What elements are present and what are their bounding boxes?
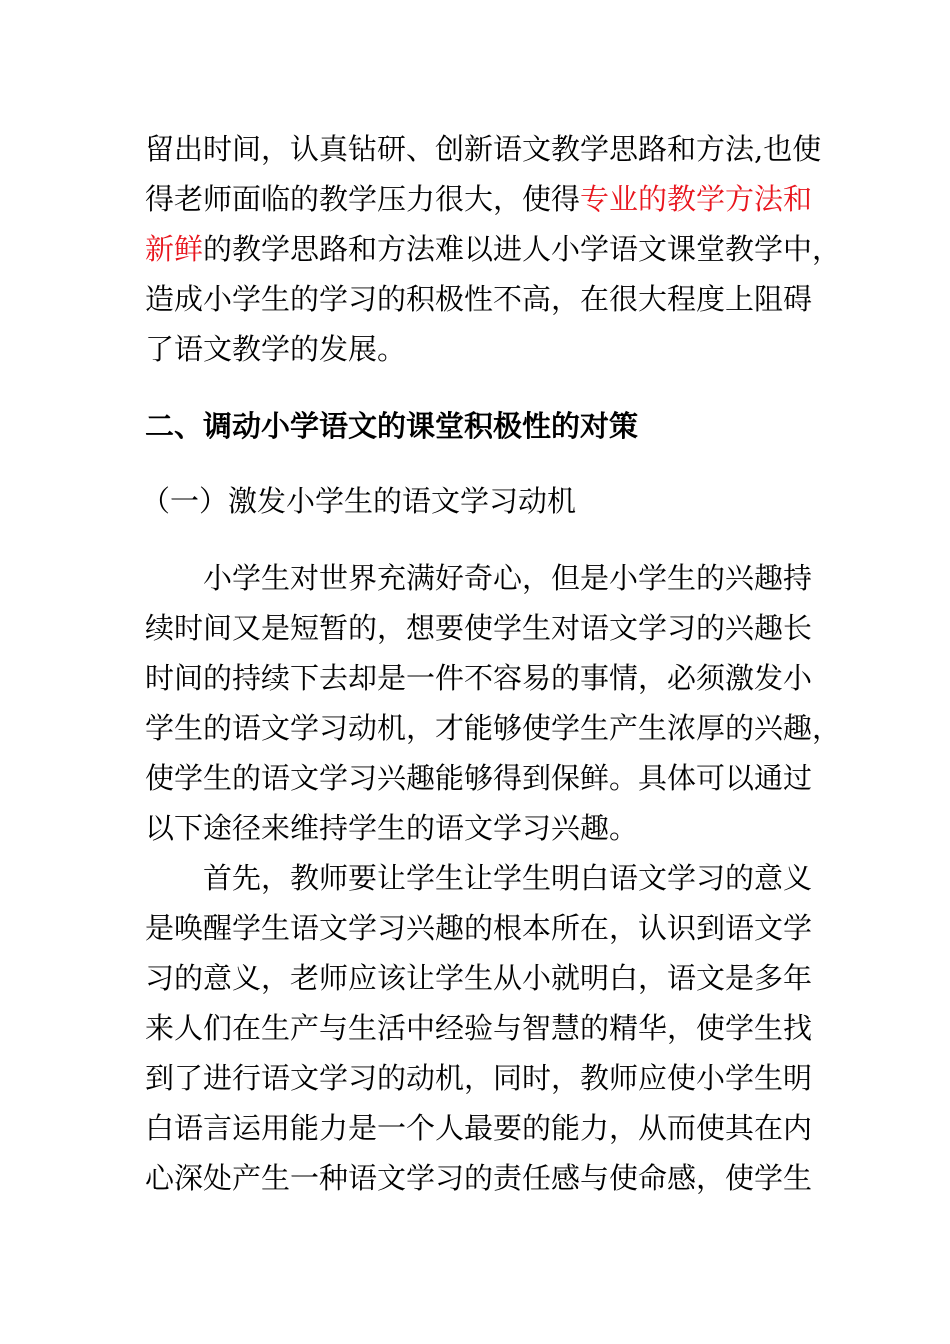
- paragraph-line: [145, 174, 835, 224]
- document-body: [141, 124, 842, 1203]
- highlighted-text: 专业的教学方法和: [580, 182, 813, 216]
- paragraph-line: 来人们在生产与生活中经验与智慧的精华，使学生找: [145, 1011, 813, 1045]
- paragraph-3: [145, 853, 835, 1203]
- paragraph-line: 使学生的语文学习兴趣能够得到保鲜。具体可以通过: [145, 761, 813, 795]
- paragraph-line: 是唤醒学生语文学习兴趣的根本所在，认识到语文学: [145, 911, 813, 945]
- paragraph-line: 学生的语文学习动机，才能够使学生产生浓厚的兴趣，: [145, 711, 842, 745]
- paragraph-line: 留出时间，认真钻研、创新语文教学思路和方法,也使: [145, 132, 822, 166]
- line-text: 得老师面临的教学压力很大，使得: [145, 182, 581, 216]
- paragraph-line: 造成小学生的学习的积极性不高，在很大程度上阻碍: [145, 282, 813, 316]
- line-text: 的教学思路和方法难以进人小学语文课堂教学中，: [203, 232, 842, 266]
- section-heading: 二、调动小学语文的课堂积极性的对策: [145, 409, 639, 443]
- paragraph-line: 小学生对世界充满好奇心，但是小学生的兴趣持: [203, 561, 813, 595]
- paragraph-line: 以下途径来维持学生的语文学习兴趣。: [145, 811, 639, 845]
- subsection-heading: （一）激发小学生的语文学习动机: [141, 484, 577, 518]
- paragraph-line: 首先，教师要让学生让学生明白语文学习的意义: [203, 861, 813, 895]
- paragraph-line: 了语文教学的发展。: [145, 332, 407, 366]
- paragraph-line: 时间的持续下去却是一件不容易的事情，必须激发小: [145, 661, 813, 695]
- paragraph-line: 心深处产生一种语文学习的责任感与使命感，使学生: [145, 1161, 813, 1195]
- paragraph-line: 到了进行语文学习的动机，同时，教师应使小学生明: [145, 1061, 813, 1095]
- highlighted-text: 新鲜: [145, 232, 204, 266]
- paragraph-line: 续时间又是短暂的，想要使学生对语文学习的兴趣长: [145, 611, 813, 645]
- paragraph-1: [145, 124, 842, 374]
- paragraph-2: [145, 553, 842, 853]
- paragraph-line: 习的意义，老师应该让学生从小就明白，语文是多年: [145, 961, 813, 995]
- paragraph-line: [145, 224, 842, 274]
- paragraph-line: 白语言运用能力是一个人最要的能力，从而使其在内: [145, 1111, 813, 1145]
